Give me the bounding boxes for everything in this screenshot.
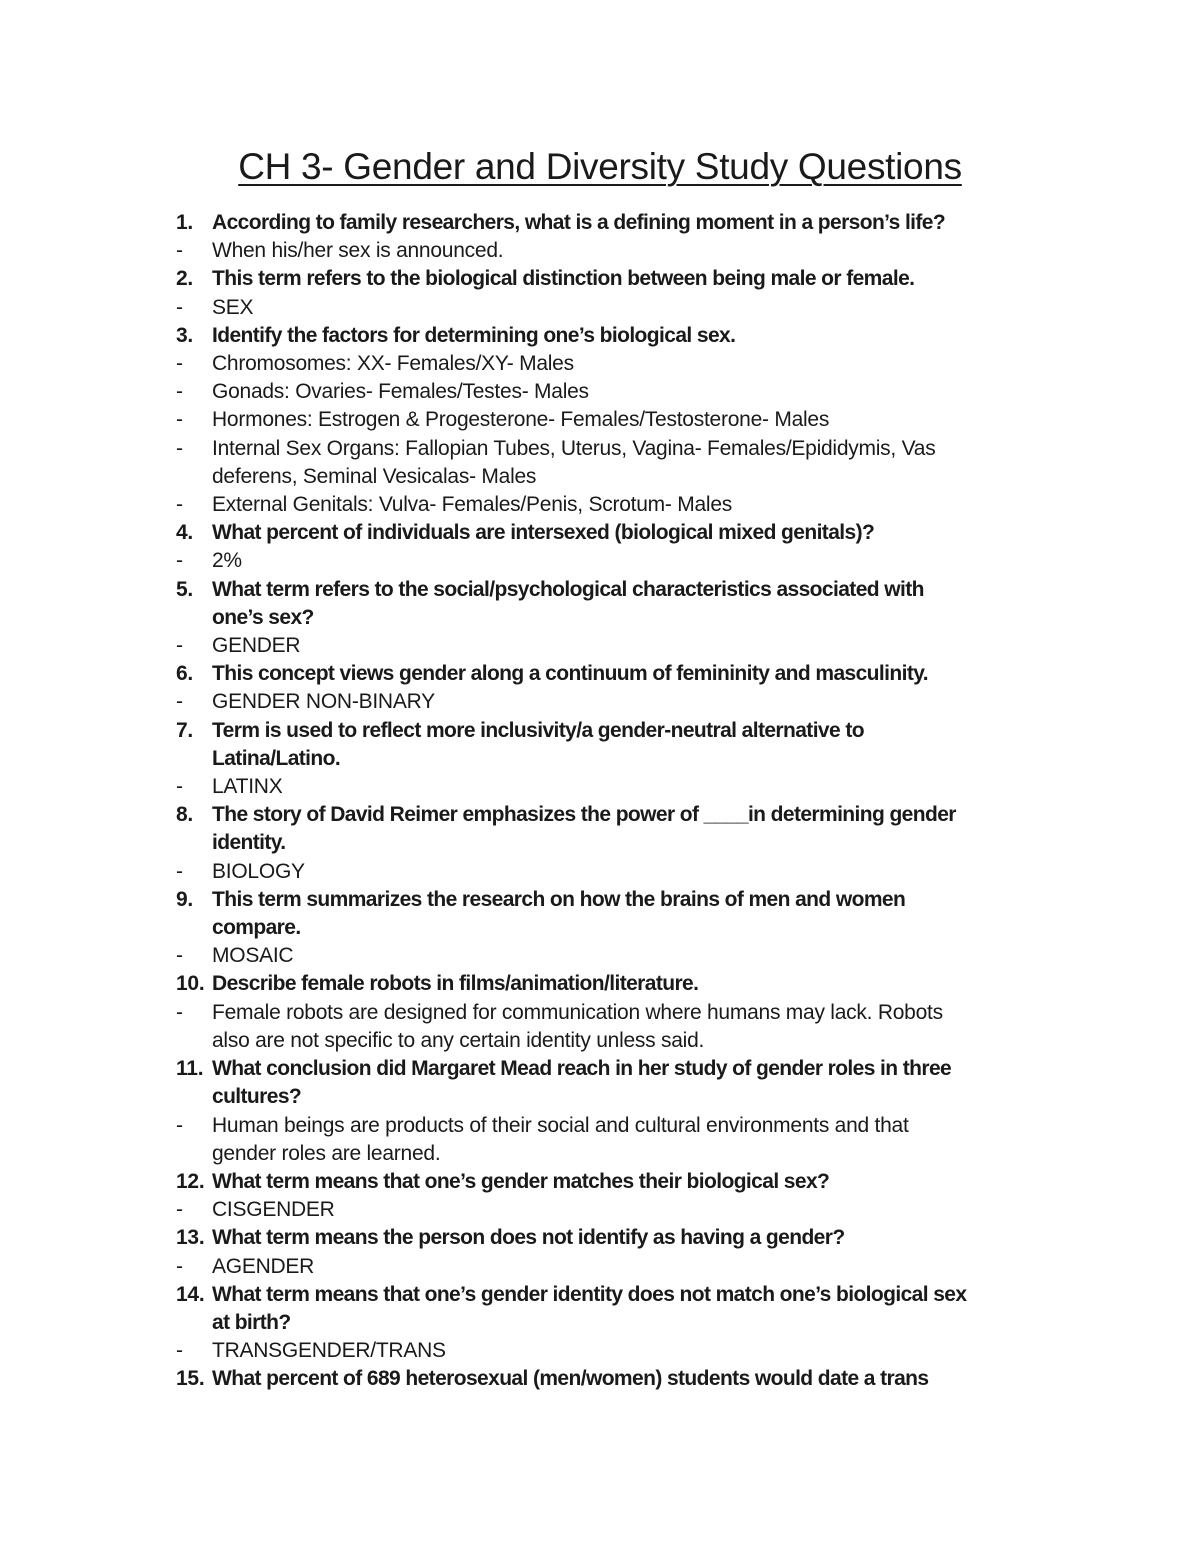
answer-text: Internal Sex Organs: Fallopian Tubes, Uterus, Vagina- Females/Epididymis, Vas [212, 436, 936, 460]
question-text: What percent of 689 heterosexual (men/women) students would date a trans [212, 1367, 929, 1391]
question-line [176, 801, 1056, 829]
question-text: cultures? [212, 1085, 302, 1109]
answer-bullet: - [176, 1254, 183, 1278]
question-number: 5. [176, 577, 194, 601]
answer-text: BIOLOGY [212, 859, 305, 883]
question-line [176, 1224, 1056, 1252]
question-line [176, 745, 1056, 773]
answer-bullet: - [176, 1113, 183, 1137]
question-number: 12. [176, 1169, 205, 1193]
question-text: This term refers to the biological distinction between being male or female. [212, 267, 915, 291]
answer-line [176, 942, 1056, 970]
answer-bullet: - [176, 352, 183, 376]
question-text: What conclusion did Margaret Mead reach in her study of gender roles in three [212, 1057, 952, 1081]
answer-line [176, 773, 1056, 801]
question-text: Term is used to reflect more inclusivity/a gender-neutral alternative to [212, 718, 864, 742]
question-text: Latina/Latino. [212, 746, 341, 770]
question-number [176, 829, 212, 857]
question-number: 10. [176, 972, 205, 996]
answer-text: Hormones: Estrogen & Progesterone- Females/Testosterone- Males [212, 408, 830, 432]
answer-text: LATINX [212, 775, 283, 799]
answer-line [176, 1253, 1056, 1281]
answer-bullet: - [176, 690, 183, 714]
question-text: What term refers to the social/psychological characteristics associated with [212, 577, 924, 601]
question-number: 14. [176, 1282, 205, 1306]
answer-line [176, 858, 1056, 886]
answer-text: AGENDER [212, 1254, 315, 1278]
question-number: 6. [176, 662, 194, 686]
question-line [176, 209, 1056, 237]
answer-text: gender roles are learned. [212, 1141, 441, 1165]
answer-line [176, 435, 1056, 463]
question-number: 2. [176, 267, 194, 291]
answer-line [176, 688, 1056, 716]
question-text: This concept views gender along a continuum of femininity and masculinity. [212, 662, 928, 686]
question-number: 1. [176, 211, 194, 234]
answer-text: GENDER [212, 634, 301, 658]
answer-line [176, 632, 1056, 660]
answer-line [176, 491, 1056, 519]
answer-text: SEX [212, 295, 254, 319]
answer-text: GENDER NON-BINARY [212, 690, 435, 714]
answer-line [176, 999, 1056, 1027]
question-line [176, 519, 1056, 547]
answer-text: Human beings are products of their social and cultural environments and that [212, 1113, 909, 1137]
question-number [176, 1083, 212, 1111]
answer-text: 2% [212, 549, 242, 573]
answer-text: MOSAIC [212, 944, 294, 968]
question-line [176, 660, 1056, 688]
answer-line [176, 406, 1056, 434]
question-number: 3. [176, 323, 194, 347]
question-line [176, 1309, 1056, 1337]
question-line [176, 1168, 1056, 1196]
answer-line [176, 1337, 1056, 1365]
answer-line [176, 378, 1056, 406]
question-line [176, 265, 1056, 293]
answer-bullet: - [176, 944, 183, 968]
question-line [176, 717, 1056, 745]
question-text: compare. [212, 916, 301, 940]
answer-text: TRANSGENDER/TRANS [212, 1339, 446, 1363]
question-number: 8. [176, 803, 194, 827]
question-text: Identify the factors for determining one’s biological sex. [212, 323, 736, 347]
question-text: What term means that one’s gender identity does not match one’s biological sex [212, 1282, 967, 1306]
question-text: at birth? [212, 1310, 291, 1334]
answer-line [176, 237, 1056, 265]
answer-text: Chromosomes: XX- Females/XY- Males [212, 352, 574, 376]
question-text: What term means the person does not identify as having a gender? [212, 1226, 845, 1250]
answer-bullet: - [176, 859, 183, 883]
answer-bullet [176, 463, 212, 491]
question-text: The story of David Reimer emphasizes the power of ____in determining gender [212, 803, 956, 827]
question-text: This term summarizes the research on how the brains of men and women [212, 887, 906, 911]
answer-bullet: - [176, 1198, 183, 1222]
question-line [176, 604, 1056, 632]
answer-bullet: - [176, 295, 183, 319]
question-text: Describe female robots in films/animation/literature. [212, 972, 699, 996]
answer-bullet: - [176, 1339, 183, 1363]
question-line [176, 886, 1056, 914]
answer-text: also are not specific to any certain identity unless said. [212, 1028, 705, 1052]
answer-bullet [176, 1140, 212, 1168]
question-number [176, 604, 212, 632]
question-answer-list [176, 209, 1056, 1394]
answer-bullet [176, 1027, 212, 1055]
question-line [176, 970, 1056, 998]
question-number: 11. [176, 1057, 204, 1081]
answer-line [176, 463, 1056, 491]
answer-text: Gonads: Ovaries- Females/Testes- Males [212, 380, 589, 404]
answer-bullet: - [176, 408, 183, 432]
question-line [176, 576, 1056, 604]
question-text: What percent of individuals are intersexed (biological mixed genitals)? [212, 521, 875, 545]
answer-line [176, 547, 1056, 575]
question-line [176, 1055, 1056, 1083]
answer-line [176, 1027, 1056, 1055]
question-text: What term means that one’s gender matches their biological sex? [212, 1169, 830, 1193]
answer-text: Female robots are designed for communication where humans may lack. Robots [212, 1000, 943, 1024]
question-line [176, 1365, 1056, 1393]
page-title: CH 3- Gender and Diversity Study Questions [238, 146, 962, 187]
answer-bullet: - [176, 634, 183, 658]
question-text: one’s sex? [212, 605, 314, 629]
answer-text: When his/her sex is announced. [212, 239, 504, 263]
question-number: 4. [176, 521, 194, 545]
question-text: identity. [212, 831, 286, 855]
question-line [176, 914, 1056, 942]
question-line [176, 829, 1056, 857]
answer-line [176, 1140, 1056, 1168]
question-number: 15. [176, 1367, 205, 1391]
answer-bullet: - [176, 380, 183, 404]
answer-line [176, 1196, 1056, 1224]
answer-bullet: - [176, 436, 183, 460]
answer-line [176, 294, 1056, 322]
question-text: According to family researchers, what is a defining moment in a person’s life? [212, 211, 946, 234]
question-number: 7. [176, 718, 194, 742]
answer-text: External Genitals: Vulva- Females/Penis, Scrotum- Males [212, 493, 732, 517]
answer-bullet: - [176, 775, 183, 799]
question-line [176, 322, 1056, 350]
answer-text: deferens, Seminal Vesicalas- Males [212, 464, 537, 488]
question-number: 13. [176, 1226, 205, 1250]
answer-bullet: - [176, 493, 183, 517]
question-number [176, 745, 212, 773]
question-line [176, 1083, 1056, 1111]
answer-line [176, 1112, 1056, 1140]
question-line [176, 1281, 1056, 1309]
answer-text: CISGENDER [212, 1198, 335, 1222]
answer-bullet: - [176, 1000, 183, 1024]
question-number: 9. [176, 887, 194, 911]
answer-bullet: - [176, 549, 183, 573]
question-number [176, 1309, 212, 1337]
question-number [176, 914, 212, 942]
answer-bullet: - [176, 239, 183, 263]
answer-line [176, 350, 1056, 378]
